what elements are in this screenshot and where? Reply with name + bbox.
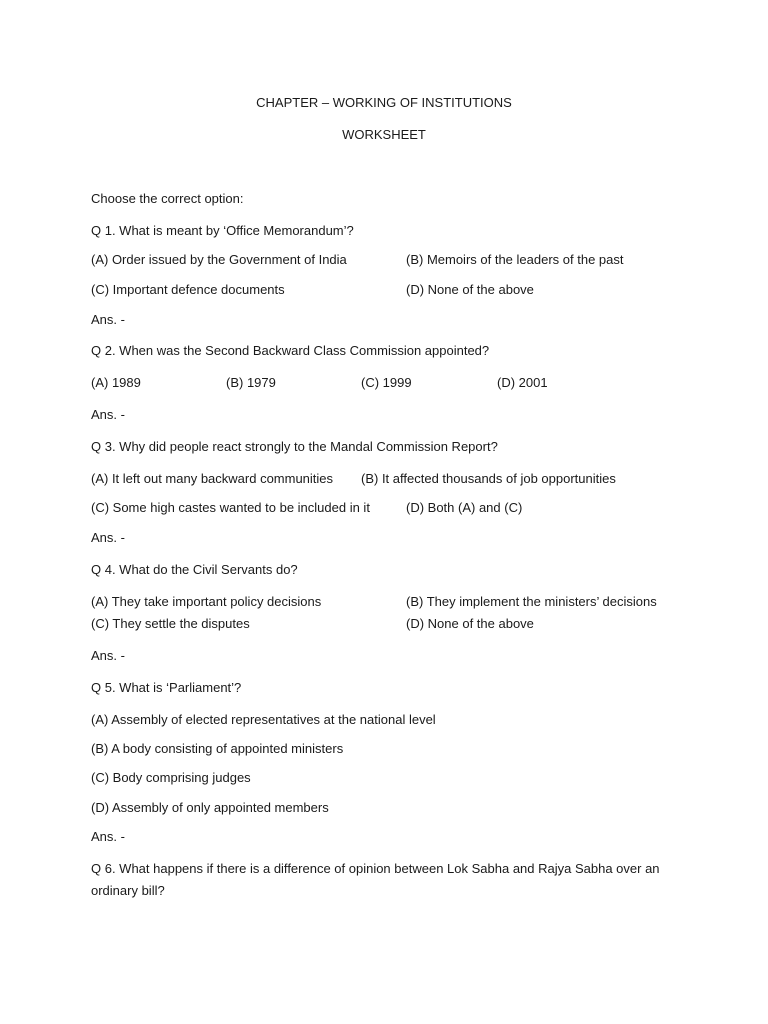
chapter-title: CHAPTER – WORKING OF INSTITUTIONS [256, 95, 512, 110]
q4-option-b: (B) They implement the ministers’ decisions [406, 594, 657, 609]
q3-option-a: (A) It left out many backward communities [91, 471, 334, 486]
q4-answer: Ans. - [91, 648, 125, 663]
q1-option-d: (D) None of the above [406, 282, 534, 297]
q4-option-c: (C) They settle the disputes [91, 616, 250, 631]
question-5: Q 5. What is ‘Parliament’? [91, 680, 242, 695]
q2-answer: Ans. - [91, 407, 125, 422]
q1-option-c: (C) Important defence documents [91, 282, 285, 297]
q3-option-c: (C) Some high castes wanted to be included in it [91, 500, 370, 515]
q2-option-c: (C) 1999 [361, 375, 412, 390]
q5-option-d: (D) Assembly of only appointed members [91, 800, 329, 815]
question-6: Q 6. What happens if there is a difference of opinion between Lok Sabha and Rajya Sabha over an ordinary bill? [91, 861, 660, 898]
q4-option-a: (A) They take important policy decisions [91, 594, 322, 609]
q1-option-b: (B) Memoirs of the leaders of the past [406, 252, 624, 267]
instruction-text: Choose the correct option: [91, 191, 244, 206]
q5-option-a: (A) Assembly of elected representatives at the national level [91, 712, 436, 727]
q5-option-c: (C) Body comprising judges [91, 770, 251, 785]
q1-option-a: (A) Order issued by the Government of India [91, 252, 347, 267]
question-4: Q 4. What do the Civil Servants do? [91, 562, 298, 577]
q5-answer: Ans. - [91, 829, 125, 844]
q2-option-a: (A) 1989 [91, 375, 141, 390]
question-1: Q 1. What is meant by ‘Office Memorandum’? [91, 223, 354, 238]
q2-option-b: (B) 1979 [226, 375, 276, 390]
question-2: Q 2. When was the Second Backward Class Commission appointed? [91, 343, 490, 358]
q1-answer: Ans. - [91, 312, 125, 327]
q3-option-b: (B) It affected thousands of job opportunities [361, 471, 616, 486]
worksheet-title: WORKSHEET [342, 127, 426, 142]
q2-option-d: (D) 2001 [497, 375, 548, 390]
q3-answer: Ans. - [91, 530, 125, 545]
question-3: Q 3. Why did people react strongly to the Mandal Commission Report? [91, 439, 498, 454]
q3-option-d: (D) Both (A) and (C) [406, 500, 523, 515]
q4-option-d: (D) None of the above [406, 616, 534, 631]
q5-option-b: (B) A body consisting of appointed ministers [91, 741, 344, 756]
